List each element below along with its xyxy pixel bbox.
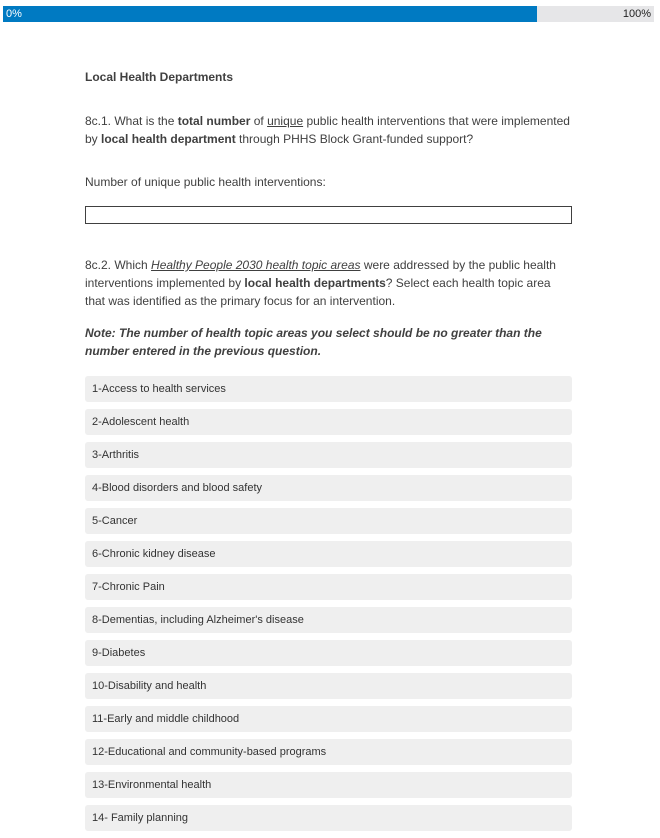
progress-end-label: 100%	[622, 8, 651, 20]
q2-text: 8c.2. Which	[85, 258, 152, 272]
topic-option[interactable]: 3-Arthritis	[85, 442, 572, 468]
topic-options	[85, 376, 572, 831]
q1-text: public health interventions that were implemented by	[85, 114, 570, 146]
healthy-people-link[interactable]: Healthy People 2030 health topic areas	[151, 258, 361, 272]
question-8c2	[85, 256, 572, 310]
topic-option[interactable]: 11-Early and middle childhood	[85, 706, 572, 732]
topic-option[interactable]: 9-Diabetes	[85, 640, 572, 666]
interventions-label: Number of unique public health interventions:	[85, 175, 326, 189]
topic-option[interactable]: 10-Disability and health	[85, 673, 572, 699]
note: Note: The number of health topic areas you select should be no greater than the number entered in the previous question.	[85, 326, 542, 358]
topic-option[interactable]: 5-Cancer	[85, 508, 572, 534]
topic-option[interactable]: 2-Adolescent health	[85, 409, 572, 435]
q1-bold: local health department	[101, 132, 236, 146]
section-title: Local Health Departments	[85, 70, 234, 84]
topic-option[interactable]: 4-Blood disorders and blood safety	[85, 475, 572, 501]
topic-option[interactable]: 1-Access to health services	[85, 376, 572, 402]
q1-text: 8c.1. What is the	[85, 114, 178, 128]
q2-text: ? Select each health topic area that was identified as the primary focus for an intervention.	[85, 276, 551, 308]
q1-underline: unique	[267, 114, 304, 128]
q2-text: were addressed by the public health interventions implemented by	[85, 258, 556, 290]
topic-option[interactable]: 7-Chronic Pain	[85, 574, 572, 600]
progress-start-label: 0%	[6, 8, 22, 20]
interventions-count-input[interactable]	[85, 206, 572, 224]
progress-bar	[3, 6, 654, 22]
topic-option[interactable]: 14- Family planning	[85, 805, 572, 831]
progress-fill	[3, 6, 537, 22]
q1-text: through PHHS Block Grant-funded support?	[235, 132, 474, 146]
survey-content	[85, 70, 572, 838]
topic-option[interactable]: 12-Educational and community-based programs	[85, 739, 572, 765]
topic-option[interactable]: 8-Dementias, including Alzheimer's disease	[85, 607, 572, 633]
q2-bold: local health departments	[244, 276, 386, 290]
question-8c1	[85, 112, 572, 148]
topic-option[interactable]: 6-Chronic kidney disease	[85, 541, 572, 567]
topic-option[interactable]: 13-Environmental health	[85, 772, 572, 798]
q1-bold: total number	[177, 114, 251, 128]
q1-text: of	[250, 114, 268, 128]
